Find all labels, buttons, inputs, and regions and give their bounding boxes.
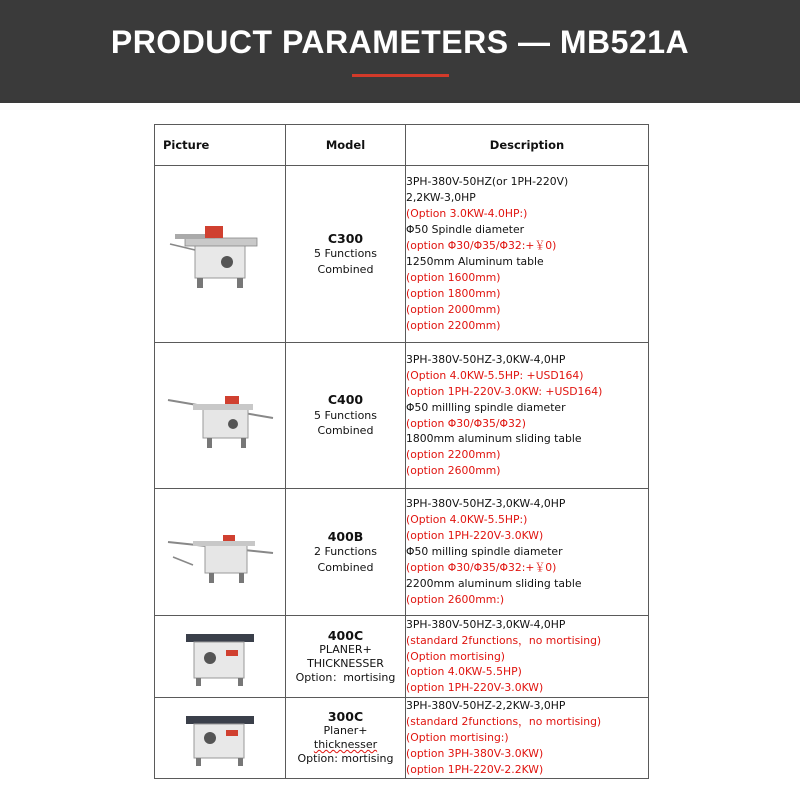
c300-machine-image	[165, 214, 275, 294]
model-subtitle: Planer+	[323, 723, 368, 737]
desc-option-line: (option 1800mm)	[406, 286, 501, 300]
column-header-model: Model	[286, 125, 406, 166]
400c-machine-image	[180, 624, 260, 690]
column-header-description: Description	[406, 125, 649, 166]
300c-machine-image	[180, 706, 260, 770]
model-subtitle: Combined	[317, 560, 374, 574]
description-cell-c300	[406, 166, 649, 343]
model-cell-c400	[286, 343, 406, 489]
desc-option-line: (option 1PH-220V-3.0KW)	[406, 681, 544, 695]
product-picture-c300	[155, 166, 286, 343]
model-subtitle: thicknesser	[313, 737, 378, 751]
table-header-row	[155, 125, 649, 166]
model-subtitle: PLANER+	[319, 642, 372, 656]
desc-line: 3PH-380V-50HZ(or 1PH-220V)	[406, 175, 569, 189]
model-cell-400b	[286, 489, 406, 616]
header-banner	[0, 0, 800, 103]
desc-option-line: (option Φ30/Φ35/Φ32)	[406, 416, 526, 430]
column-header-picture: Picture	[155, 125, 286, 166]
model-name: 300C	[327, 708, 364, 724]
desc-line: Φ50 millling spindle diameter	[406, 400, 566, 414]
title-underline	[352, 74, 449, 77]
desc-option-line: (Option mortising:)	[406, 730, 509, 744]
model-name: C400	[327, 392, 364, 408]
desc-option-line: (Option 3.0KW-4.0HP:)	[406, 207, 528, 221]
product-picture-c400	[155, 343, 286, 489]
model-subtitle: Combined	[317, 262, 374, 276]
product-picture-300c	[155, 698, 286, 779]
desc-line: 3PH-380V-50HZ-3,0KW-4,0HP	[406, 497, 566, 511]
desc-line: 2200mm aluminum sliding table	[406, 576, 582, 590]
desc-option-line: (option Φ30/Φ35/Φ32:+￥0)	[406, 560, 557, 574]
desc-option-line: (standard 2functions，no mortising)	[406, 633, 602, 647]
desc-option-line: (option 2200mm)	[406, 448, 501, 462]
description-cell-400b	[406, 489, 649, 616]
table-row	[155, 489, 649, 616]
model-subtitle: Option：mortising	[295, 670, 396, 684]
model-subtitle: 2 Functions	[313, 545, 377, 559]
desc-line: 1800mm aluminum sliding table	[406, 432, 582, 446]
desc-line: Φ50 milling spindle diameter	[406, 545, 563, 559]
model-name: 400C	[327, 627, 364, 643]
desc-line: 3PH-380V-50HZ-3,0KW-4,0HP	[406, 352, 566, 366]
model-subtitle: 5 Functions	[313, 247, 377, 261]
desc-option-line: (standard 2functions，no mortising)	[406, 714, 602, 728]
desc-option-line: (Option mortising)	[406, 649, 506, 663]
model-cell-c300	[286, 166, 406, 343]
model-subtitle: Option: mortising	[297, 751, 394, 765]
table-row	[155, 698, 649, 779]
model-name: C300	[327, 230, 364, 246]
desc-option-line: (option 1PH-220V-2.2KW)	[406, 762, 544, 776]
description-cell-300c	[406, 698, 649, 779]
desc-option-line: (option 1600mm)	[406, 270, 501, 284]
desc-option-line: (option 2600mm:)	[406, 592, 505, 606]
desc-line: Φ50 Spindle diameter	[406, 223, 525, 237]
description-cell-400c	[406, 616, 649, 698]
desc-option-line: (option 2600mm)	[406, 464, 501, 478]
page-title: PRODUCT PARAMETERS — MB521A	[110, 24, 690, 60]
model-subtitle: 5 Functions	[313, 408, 377, 422]
table-row	[155, 166, 649, 343]
desc-line: 3PH-380V-50HZ-2,2KW-3,0HP	[406, 699, 566, 712]
model-cell-300c	[286, 698, 406, 779]
400b-machine-image	[163, 517, 278, 587]
table-row	[155, 343, 649, 489]
model-cell-400c	[286, 616, 406, 698]
product-picture-400b	[155, 489, 286, 616]
desc-option-line: (Option 4.0KW-5.5HP: +USD164)	[406, 368, 584, 382]
description-cell-c400	[406, 343, 649, 489]
desc-option-line: (option 4.0KW-5.5HP)	[406, 665, 522, 679]
desc-option-line: (option Φ30/Φ35/Φ32:+￥0)	[406, 239, 557, 253]
desc-option-line: (option 3PH-380V-3.0KW)	[406, 746, 544, 760]
desc-option-line: (option 1PH-220V-3.0KW: +USD164)	[406, 384, 603, 398]
desc-line: 3PH-380V-50HZ-3,0KW-4,0HP	[406, 617, 566, 631]
model-name: 400B	[327, 528, 364, 544]
model-subtitle: THICKNESSER	[307, 656, 384, 670]
desc-option-line: (option 2200mm)	[406, 318, 501, 332]
desc-line: 2,2KW-3,0HP	[406, 191, 476, 205]
c400-machine-image	[163, 378, 278, 453]
desc-option-line: (Option 4.0KW-5.5HP:)	[406, 513, 528, 527]
parameters-table	[154, 124, 649, 779]
desc-option-line: (option 1PH-220V-3.0KW)	[406, 529, 544, 543]
desc-option-line: (option 2000mm)	[406, 302, 501, 316]
product-picture-400c	[155, 616, 286, 698]
model-subtitle: Combined	[317, 424, 374, 438]
table-row	[155, 616, 649, 698]
desc-line: 1250mm Aluminum table	[406, 255, 544, 268]
